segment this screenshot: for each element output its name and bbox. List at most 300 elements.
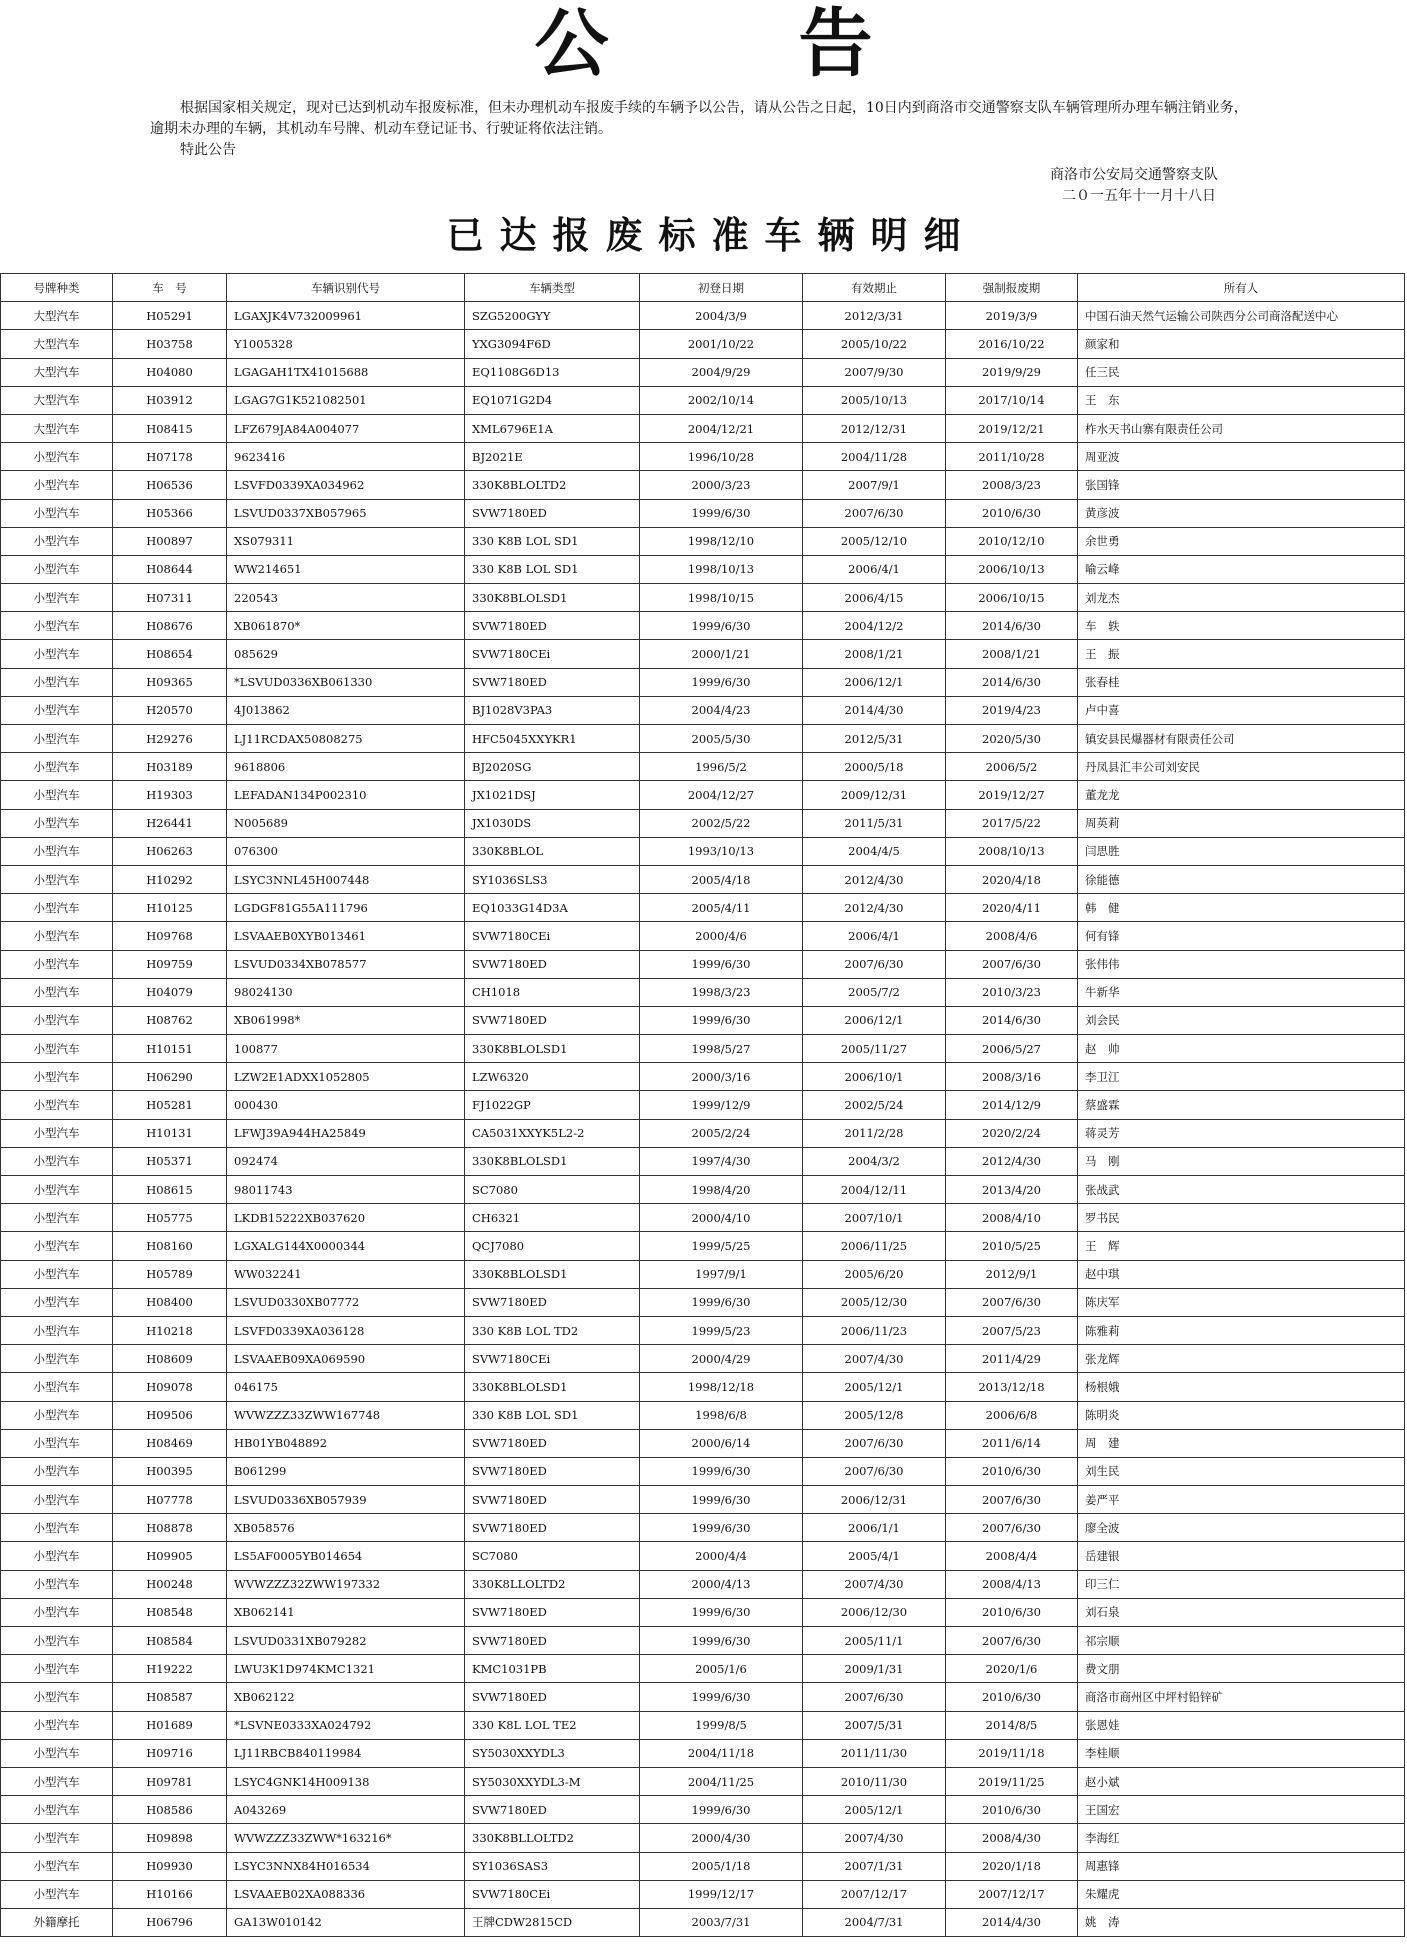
cell-scrap-date: 2008/3/16 bbox=[946, 1063, 1078, 1091]
cell-first-registration: 1999/6/30 bbox=[640, 1457, 803, 1485]
cell-plate-number: H06536 bbox=[113, 471, 227, 499]
cell-scrap-date: 2020/4/11 bbox=[946, 894, 1078, 922]
cell-owner: 丹凤县汇丰公司刘安民 bbox=[1078, 753, 1405, 781]
cell-plate-number: H03912 bbox=[113, 386, 227, 414]
cell-scrap-date: 2006/5/27 bbox=[946, 1035, 1078, 1063]
cell-plate-number: H05775 bbox=[113, 1204, 227, 1232]
cell-first-registration: 2004/12/21 bbox=[640, 414, 803, 442]
cell-plate-type: 小型汽车 bbox=[1, 1852, 113, 1880]
cell-first-registration: 1999/6/30 bbox=[640, 1683, 803, 1711]
cell-first-registration: 2000/4/13 bbox=[640, 1570, 803, 1598]
cell-first-registration: 1999/6/30 bbox=[640, 1796, 803, 1824]
cell-scrap-date: 2008/10/13 bbox=[946, 837, 1078, 865]
cell-vin: 076300 bbox=[227, 837, 465, 865]
cell-vin: XB062122 bbox=[227, 1683, 465, 1711]
cell-plate-number: H00248 bbox=[113, 1570, 227, 1598]
cell-valid-until: 2006/12/31 bbox=[803, 1486, 946, 1514]
cell-valid-until: 2004/12/2 bbox=[803, 612, 946, 640]
cell-first-registration: 1998/6/8 bbox=[640, 1401, 803, 1429]
cell-plate-number: H06290 bbox=[113, 1063, 227, 1091]
cell-plate-type: 小型汽车 bbox=[1, 865, 113, 893]
cell-valid-until: 2007/12/17 bbox=[803, 1880, 946, 1908]
cell-first-registration: 1998/3/23 bbox=[640, 978, 803, 1006]
cell-first-registration: 2004/12/27 bbox=[640, 781, 803, 809]
cell-plate-type: 小型汽车 bbox=[1, 1260, 113, 1288]
table-row bbox=[1, 809, 1405, 837]
table-row bbox=[1, 555, 1405, 583]
cell-owner: 韩 健 bbox=[1078, 894, 1405, 922]
cell-plate-type: 小型汽车 bbox=[1, 1486, 113, 1514]
cell-vin: HB01YB048892 bbox=[227, 1429, 465, 1457]
cell-vehicle-model: SVW7180ED bbox=[465, 1796, 640, 1824]
header-owner: 所有人 bbox=[1078, 274, 1405, 302]
cell-owner: 杨根娥 bbox=[1078, 1373, 1405, 1401]
cell-valid-until: 2005/12/1 bbox=[803, 1373, 946, 1401]
cell-valid-until: 2006/4/1 bbox=[803, 555, 946, 583]
cell-first-registration: 2005/4/11 bbox=[640, 894, 803, 922]
cell-owner: 岳建银 bbox=[1078, 1542, 1405, 1570]
cell-plate-type: 小型汽车 bbox=[1, 471, 113, 499]
cell-plate-number: H09898 bbox=[113, 1824, 227, 1852]
cell-valid-until: 2005/11/27 bbox=[803, 1035, 946, 1063]
cell-plate-number: H03758 bbox=[113, 330, 227, 358]
cell-vehicle-model: KMC1031PB bbox=[465, 1655, 640, 1683]
cell-plate-number: H08548 bbox=[113, 1598, 227, 1626]
cell-owner: 中国石油天然气运输公司陕西分公司商洛配送中心 bbox=[1078, 302, 1405, 330]
cell-vin: LGAGAH1TX41015688 bbox=[227, 358, 465, 386]
cell-valid-until: 2005/12/8 bbox=[803, 1401, 946, 1429]
cell-valid-until: 2006/4/1 bbox=[803, 922, 946, 950]
cell-valid-until: 2005/10/13 bbox=[803, 386, 946, 414]
cell-plate-type: 大型汽车 bbox=[1, 414, 113, 442]
table-row bbox=[1, 865, 1405, 893]
cell-valid-until: 2011/11/30 bbox=[803, 1739, 946, 1767]
cell-vehicle-model: SVW7180ED bbox=[465, 1288, 640, 1316]
cell-vehicle-model: CH6321 bbox=[465, 1204, 640, 1232]
cell-owner: 张战武 bbox=[1078, 1176, 1405, 1204]
cell-valid-until: 2006/12/1 bbox=[803, 668, 946, 696]
cell-valid-until: 2002/5/24 bbox=[803, 1091, 946, 1119]
cell-vin: LKDB15222XB037620 bbox=[227, 1204, 465, 1232]
cell-plate-number: H08609 bbox=[113, 1345, 227, 1373]
cell-vehicle-model: SVW7180ED bbox=[465, 612, 640, 640]
cell-valid-until: 2012/4/30 bbox=[803, 865, 946, 893]
cell-plate-type: 小型汽车 bbox=[1, 1401, 113, 1429]
cell-valid-until: 2004/4/5 bbox=[803, 837, 946, 865]
cell-vin: N005689 bbox=[227, 809, 465, 837]
header-plate-type: 号牌种类 bbox=[1, 274, 113, 302]
cell-vehicle-model: QCJ7080 bbox=[465, 1232, 640, 1260]
cell-plate-type: 小型汽车 bbox=[1, 640, 113, 668]
cell-valid-until: 2007/10/1 bbox=[803, 1204, 946, 1232]
cell-owner: 李海红 bbox=[1078, 1824, 1405, 1852]
table-row bbox=[1, 1288, 1405, 1316]
cell-vehicle-model: 330 K8B LOL SD1 bbox=[465, 555, 640, 583]
cell-owner: 张恩娃 bbox=[1078, 1711, 1405, 1739]
table-row bbox=[1, 1316, 1405, 1344]
cell-vehicle-model: SVW7180CEi bbox=[465, 1880, 640, 1908]
cell-scrap-date: 2007/6/30 bbox=[946, 950, 1078, 978]
table-row bbox=[1, 443, 1405, 471]
cell-plate-type: 小型汽车 bbox=[1, 781, 113, 809]
cell-vin: LSVUD0330XB07772 bbox=[227, 1288, 465, 1316]
cell-vehicle-model: JX1030DS bbox=[465, 809, 640, 837]
cell-plate-type: 小型汽车 bbox=[1, 1627, 113, 1655]
table-row bbox=[1, 1345, 1405, 1373]
cell-vehicle-model: SC7080 bbox=[465, 1176, 640, 1204]
cell-plate-number: H10125 bbox=[113, 894, 227, 922]
cell-vin: 100877 bbox=[227, 1035, 465, 1063]
cell-first-registration: 2004/4/23 bbox=[640, 696, 803, 724]
cell-scrap-date: 2011/10/28 bbox=[946, 443, 1078, 471]
cell-vehicle-model: SY5030XXYDL3 bbox=[465, 1739, 640, 1767]
cell-first-registration: 2002/10/14 bbox=[640, 386, 803, 414]
cell-scrap-date: 2020/4/18 bbox=[946, 865, 1078, 893]
cell-vin: WW032241 bbox=[227, 1260, 465, 1288]
cell-plate-type: 大型汽车 bbox=[1, 358, 113, 386]
cell-first-registration: 1998/12/10 bbox=[640, 527, 803, 555]
cell-first-registration: 1999/5/23 bbox=[640, 1316, 803, 1344]
cell-scrap-date: 2008/4/6 bbox=[946, 922, 1078, 950]
cell-vehicle-model: XML6796E1A bbox=[465, 414, 640, 442]
cell-vin: LSVAAEB0XYB013461 bbox=[227, 922, 465, 950]
cell-scrap-date: 2017/10/14 bbox=[946, 386, 1078, 414]
cell-owner: 喻云峰 bbox=[1078, 555, 1405, 583]
cell-owner: 刘龙杰 bbox=[1078, 584, 1405, 612]
cell-vin: WVWZZZ33ZWW167748 bbox=[227, 1401, 465, 1429]
cell-plate-number: H05789 bbox=[113, 1260, 227, 1288]
cell-plate-type: 小型汽车 bbox=[1, 1429, 113, 1457]
cell-vin: A043269 bbox=[227, 1796, 465, 1824]
cell-plate-type: 小型汽车 bbox=[1, 1711, 113, 1739]
cell-first-registration: 1999/6/30 bbox=[640, 1486, 803, 1514]
cell-first-registration: 1998/12/18 bbox=[640, 1373, 803, 1401]
cell-plate-type: 小型汽车 bbox=[1, 1204, 113, 1232]
cell-owner: 王国宏 bbox=[1078, 1796, 1405, 1824]
cell-first-registration: 2000/4/29 bbox=[640, 1345, 803, 1373]
cell-first-registration: 2005/1/6 bbox=[640, 1655, 803, 1683]
table-row bbox=[1, 837, 1405, 865]
cell-owner: 镇安县民爆器材有限责任公司 bbox=[1078, 725, 1405, 753]
cell-plate-type: 小型汽车 bbox=[1, 612, 113, 640]
cell-vehicle-model: SVW7180CEi bbox=[465, 640, 640, 668]
cell-valid-until: 2000/5/18 bbox=[803, 753, 946, 781]
cell-owner: 王 辉 bbox=[1078, 1232, 1405, 1260]
cell-first-registration: 2005/4/18 bbox=[640, 865, 803, 893]
table-row bbox=[1, 1232, 1405, 1260]
table-row bbox=[1, 1598, 1405, 1626]
cell-plate-number: H09905 bbox=[113, 1542, 227, 1570]
table-row bbox=[1, 640, 1405, 668]
cell-first-registration: 1993/10/13 bbox=[640, 837, 803, 865]
cell-plate-number: H06796 bbox=[113, 1908, 227, 1936]
cell-valid-until: 2008/1/21 bbox=[803, 640, 946, 668]
cell-vehicle-model: 330K8BLOL bbox=[465, 837, 640, 865]
cell-vin: LGXALG144X0000344 bbox=[227, 1232, 465, 1260]
cell-plate-number: H09716 bbox=[113, 1739, 227, 1767]
cell-plate-type: 小型汽车 bbox=[1, 837, 113, 865]
cell-valid-until: 2007/9/1 bbox=[803, 471, 946, 499]
cell-plate-number: H08415 bbox=[113, 414, 227, 442]
cell-valid-until: 2006/11/23 bbox=[803, 1316, 946, 1344]
cell-plate-number: H08469 bbox=[113, 1429, 227, 1457]
cell-valid-until: 2005/4/1 bbox=[803, 1542, 946, 1570]
cell-first-registration: 1999/6/30 bbox=[640, 612, 803, 640]
cell-plate-number: H09768 bbox=[113, 922, 227, 950]
cell-owner: 李卫江 bbox=[1078, 1063, 1405, 1091]
cell-vin: 9618806 bbox=[227, 753, 465, 781]
cell-vehicle-model: 330K8BLOLSD1 bbox=[465, 1035, 640, 1063]
cell-valid-until: 2011/2/28 bbox=[803, 1119, 946, 1147]
cell-first-registration: 1999/6/30 bbox=[640, 950, 803, 978]
cell-plate-type: 小型汽车 bbox=[1, 1542, 113, 1570]
cell-vehicle-model: SVW7180CEi bbox=[465, 922, 640, 950]
cell-scrap-date: 2013/4/20 bbox=[946, 1176, 1078, 1204]
cell-plate-type: 小型汽车 bbox=[1, 668, 113, 696]
cell-valid-until: 2005/10/22 bbox=[803, 330, 946, 358]
cell-vehicle-model: SC7080 bbox=[465, 1542, 640, 1570]
cell-vin: Y1005328 bbox=[227, 330, 465, 358]
table-row bbox=[1, 1824, 1405, 1852]
cell-scrap-date: 2007/6/30 bbox=[946, 1627, 1078, 1655]
cell-vehicle-model: 330K8BLOLSD1 bbox=[465, 1373, 640, 1401]
cell-valid-until: 2007/9/30 bbox=[803, 358, 946, 386]
cell-valid-until: 2007/6/30 bbox=[803, 1683, 946, 1711]
cell-vehicle-model: SY1036SLS3 bbox=[465, 865, 640, 893]
cell-vehicle-model: SVW7180ED bbox=[465, 499, 640, 527]
cell-first-registration: 1998/10/15 bbox=[640, 584, 803, 612]
cell-owner: 费文朋 bbox=[1078, 1655, 1405, 1683]
cell-first-registration: 2004/11/25 bbox=[640, 1767, 803, 1795]
table-row bbox=[1, 1486, 1405, 1514]
cell-plate-type: 小型汽车 bbox=[1, 1288, 113, 1316]
cell-vin: LSVUD0334XB078577 bbox=[227, 950, 465, 978]
cell-vin: XB061998* bbox=[227, 1006, 465, 1034]
table-row bbox=[1, 1063, 1405, 1091]
table-row bbox=[1, 471, 1405, 499]
cell-valid-until: 2009/1/31 bbox=[803, 1655, 946, 1683]
cell-plate-number: H05366 bbox=[113, 499, 227, 527]
cell-vehicle-model: 330K8BLOLSD1 bbox=[465, 584, 640, 612]
cell-scrap-date: 2010/6/30 bbox=[946, 499, 1078, 527]
table-row bbox=[1, 753, 1405, 781]
cell-scrap-date: 2020/5/30 bbox=[946, 725, 1078, 753]
cell-owner: 朱耀虎 bbox=[1078, 1880, 1405, 1908]
cell-vehicle-model: 330 K8B LOL TD2 bbox=[465, 1316, 640, 1344]
table-row bbox=[1, 1147, 1405, 1175]
cell-plate-number: H08160 bbox=[113, 1232, 227, 1260]
cell-owner: 罗书民 bbox=[1078, 1204, 1405, 1232]
cell-owner: 印三仁 bbox=[1078, 1570, 1405, 1598]
cell-vehicle-model: EQ1033G14D3A bbox=[465, 894, 640, 922]
cell-first-registration: 1999/6/30 bbox=[640, 1288, 803, 1316]
cell-owner: 黄彦波 bbox=[1078, 499, 1405, 527]
cell-valid-until: 2007/4/30 bbox=[803, 1345, 946, 1373]
cell-vin: XS079311 bbox=[227, 527, 465, 555]
cell-plate-number: H19303 bbox=[113, 781, 227, 809]
cell-plate-number: H08762 bbox=[113, 1006, 227, 1034]
cell-plate-number: H20570 bbox=[113, 696, 227, 724]
cell-valid-until: 2014/4/30 bbox=[803, 696, 946, 724]
cell-owner: 周惠锋 bbox=[1078, 1852, 1405, 1880]
cell-first-registration: 2003/7/31 bbox=[640, 1908, 803, 1936]
cell-plate-type: 小型汽车 bbox=[1, 1457, 113, 1485]
table-row bbox=[1, 499, 1405, 527]
cell-plate-number: H05371 bbox=[113, 1147, 227, 1175]
cell-first-registration: 1999/12/9 bbox=[640, 1091, 803, 1119]
cell-owner: 徐能德 bbox=[1078, 865, 1405, 893]
table-row bbox=[1, 1204, 1405, 1232]
cell-vehicle-model: LZW6320 bbox=[465, 1063, 640, 1091]
cell-scrap-date: 2019/12/27 bbox=[946, 781, 1078, 809]
cell-owner: 陈雅莉 bbox=[1078, 1316, 1405, 1344]
cell-plate-type: 小型汽车 bbox=[1, 1570, 113, 1598]
cell-plate-type: 小型汽车 bbox=[1, 725, 113, 753]
cell-plate-type: 小型汽车 bbox=[1, 696, 113, 724]
cell-plate-type: 小型汽车 bbox=[1, 1514, 113, 1542]
cell-owner: 任三民 bbox=[1078, 358, 1405, 386]
cell-vin: 092474 bbox=[227, 1147, 465, 1175]
cell-plate-type: 小型汽车 bbox=[1, 950, 113, 978]
cell-scrap-date: 2010/6/30 bbox=[946, 1457, 1078, 1485]
cell-vehicle-model: BJ2021E bbox=[465, 443, 640, 471]
cell-valid-until: 2012/3/31 bbox=[803, 302, 946, 330]
cell-owner: 张龙辉 bbox=[1078, 1345, 1405, 1373]
cell-plate-number: H09506 bbox=[113, 1401, 227, 1429]
cell-first-registration: 1999/6/30 bbox=[640, 1627, 803, 1655]
cell-vin: WVWZZZ33ZWW*163216* bbox=[227, 1824, 465, 1852]
cell-first-registration: 2004/3/9 bbox=[640, 302, 803, 330]
cell-owner: 商洛市商州区中坪村铅锌矿 bbox=[1078, 1683, 1405, 1711]
cell-first-registration: 2005/1/18 bbox=[640, 1852, 803, 1880]
table-row bbox=[1, 1739, 1405, 1767]
cell-first-registration: 1999/6/30 bbox=[640, 1514, 803, 1542]
notice-paragraph: 根据国家相关规定，现对已达到机动车报废标准，但未办理机动车报废手续的车辆予以公告，请从公告之日起，10日内到商洛市交通警察支队车辆管理所办理车辆注销业务，逾期未办理的车辆，其机动车号牌、机动车登记证书、行驶证将依法注销。 bbox=[150, 100, 1248, 137]
cell-vin: LFWJ39A944HA25849 bbox=[227, 1119, 465, 1147]
cell-plate-number: H03189 bbox=[113, 753, 227, 781]
cell-plate-number: H07178 bbox=[113, 443, 227, 471]
cell-vin: B061299 bbox=[227, 1457, 465, 1485]
cell-vin: LSVUD0336XB057939 bbox=[227, 1486, 465, 1514]
cell-vin: *LSVUD0336XB061330 bbox=[227, 668, 465, 696]
cell-owner: 张春桂 bbox=[1078, 668, 1405, 696]
cell-plate-number: H08654 bbox=[113, 640, 227, 668]
cell-plate-type: 小型汽车 bbox=[1, 753, 113, 781]
cell-plate-number: H05291 bbox=[113, 302, 227, 330]
cell-scrap-date: 2010/6/30 bbox=[946, 1598, 1078, 1626]
cell-scrap-date: 2016/10/22 bbox=[946, 330, 1078, 358]
header-valid-until: 有效期止 bbox=[803, 274, 946, 302]
cell-plate-type: 小型汽车 bbox=[1, 527, 113, 555]
cell-vin: LSVFD0339XA036128 bbox=[227, 1316, 465, 1344]
cell-vehicle-model: 330K8LLOLTD2 bbox=[465, 1570, 640, 1598]
cell-plate-number: H08586 bbox=[113, 1796, 227, 1824]
cell-owner: 柞水天书山寨有限责任公司 bbox=[1078, 414, 1405, 442]
cell-vin: LSYC4GNK14H009138 bbox=[227, 1767, 465, 1795]
cell-plate-type: 小型汽车 bbox=[1, 1598, 113, 1626]
cell-plate-number: H08878 bbox=[113, 1514, 227, 1542]
cell-first-registration: 2000/4/30 bbox=[640, 1824, 803, 1852]
cell-valid-until: 2011/5/31 bbox=[803, 809, 946, 837]
cell-plate-type: 小型汽车 bbox=[1, 499, 113, 527]
cell-scrap-date: 2008/4/10 bbox=[946, 1204, 1078, 1232]
cell-plate-number: H00395 bbox=[113, 1457, 227, 1485]
cell-first-registration: 2000/6/14 bbox=[640, 1429, 803, 1457]
table-row bbox=[1, 1880, 1405, 1908]
cell-first-registration: 2000/3/16 bbox=[640, 1063, 803, 1091]
cell-valid-until: 2007/6/30 bbox=[803, 499, 946, 527]
cell-vehicle-model: EQ1071G2D4 bbox=[465, 386, 640, 414]
cell-vin: 220543 bbox=[227, 584, 465, 612]
cell-plate-number: H08615 bbox=[113, 1176, 227, 1204]
cell-scrap-date: 2007/12/17 bbox=[946, 1880, 1078, 1908]
header-scrap-date: 强制报废期 bbox=[946, 274, 1078, 302]
cell-valid-until: 2005/11/1 bbox=[803, 1627, 946, 1655]
cell-vin: LFZ679JA84A004077 bbox=[227, 414, 465, 442]
cell-vin: XB062141 bbox=[227, 1598, 465, 1626]
cell-vin: XB061870* bbox=[227, 612, 465, 640]
cell-vin: LGDGF81G55A111796 bbox=[227, 894, 465, 922]
cell-vehicle-model: SVW7180ED bbox=[465, 668, 640, 696]
cell-plate-number: H26441 bbox=[113, 809, 227, 837]
cell-vin: LSVFD0339XA034962 bbox=[227, 471, 465, 499]
cell-vin: LSYC3NNX84H016534 bbox=[227, 1852, 465, 1880]
cell-first-registration: 2002/5/22 bbox=[640, 809, 803, 837]
cell-first-registration: 2004/11/18 bbox=[640, 1739, 803, 1767]
table-body bbox=[1, 302, 1405, 1937]
table-row bbox=[1, 1457, 1405, 1485]
table-row bbox=[1, 922, 1405, 950]
notice-closing: 特此公告 bbox=[180, 142, 236, 158]
cell-plate-number: H06263 bbox=[113, 837, 227, 865]
cell-owner: 董龙龙 bbox=[1078, 781, 1405, 809]
cell-vin: 98024130 bbox=[227, 978, 465, 1006]
table-row bbox=[1, 1852, 1405, 1880]
cell-valid-until: 2006/4/15 bbox=[803, 584, 946, 612]
cell-vehicle-model: 王牌CDW2815CD bbox=[465, 1908, 640, 1936]
cell-vin: *LSVNE0333XA024792 bbox=[227, 1711, 465, 1739]
cell-owner: 李桂顺 bbox=[1078, 1739, 1405, 1767]
cell-first-registration: 2004/9/29 bbox=[640, 358, 803, 386]
cell-scrap-date: 2014/4/30 bbox=[946, 1908, 1078, 1936]
cell-valid-until: 2004/3/2 bbox=[803, 1147, 946, 1175]
cell-scrap-date: 2010/6/30 bbox=[946, 1683, 1078, 1711]
header-vehicle-model: 车辆类型 bbox=[465, 274, 640, 302]
cell-vehicle-model: BJ2020SG bbox=[465, 753, 640, 781]
cell-owner: 姜严平 bbox=[1078, 1486, 1405, 1514]
notice-body bbox=[150, 98, 1260, 161]
cell-vehicle-model: SVW7180ED bbox=[465, 1457, 640, 1485]
cell-valid-until: 2006/11/25 bbox=[803, 1232, 946, 1260]
cell-vehicle-model: 330K8BLOLSD1 bbox=[465, 1260, 640, 1288]
table-row bbox=[1, 1627, 1405, 1655]
cell-scrap-date: 2006/10/13 bbox=[946, 555, 1078, 583]
cell-first-registration: 2001/10/22 bbox=[640, 330, 803, 358]
cell-scrap-date: 2006/10/15 bbox=[946, 584, 1078, 612]
cell-valid-until: 2012/12/31 bbox=[803, 414, 946, 442]
cell-scrap-date: 2012/9/1 bbox=[946, 1260, 1078, 1288]
cell-owner: 赵 帅 bbox=[1078, 1035, 1405, 1063]
cell-plate-type: 小型汽车 bbox=[1, 1373, 113, 1401]
cell-plate-type: 小型汽车 bbox=[1, 809, 113, 837]
cell-plate-number: H10151 bbox=[113, 1035, 227, 1063]
cell-owner: 蔡盛霖 bbox=[1078, 1091, 1405, 1119]
table-row bbox=[1, 725, 1405, 753]
cell-valid-until: 2006/1/1 bbox=[803, 1514, 946, 1542]
cell-valid-until: 2009/12/31 bbox=[803, 781, 946, 809]
cell-plate-type: 小型汽车 bbox=[1, 1880, 113, 1908]
cell-plate-number: H09759 bbox=[113, 950, 227, 978]
